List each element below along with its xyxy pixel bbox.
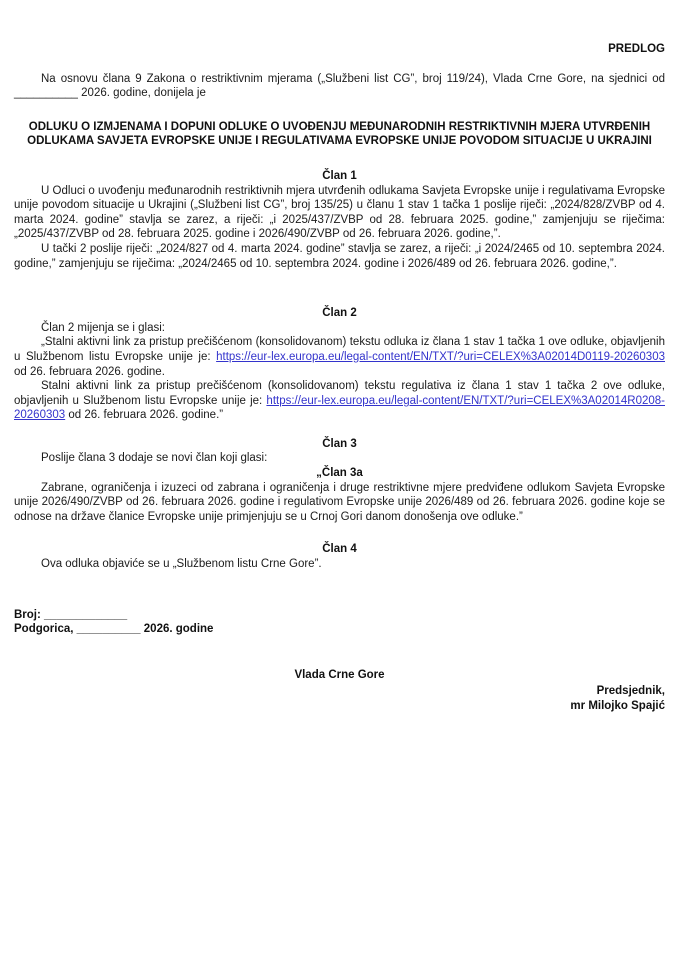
eur-lex-link-regulation[interactable]: https://eur-lex.europa.eu/legal-content/EN/TXT/?uri=CELEX%3A02014R0208-20260303 [14, 394, 665, 422]
signer-title: Predsjednik, [596, 685, 665, 698]
article-4-heading: Član 4 [322, 543, 357, 556]
article-2-p2-text-before: Stalni aktivni link za pristup prečišćenom (konsolidovanom) tekstu regulativa iz člana 1 stav 1 tačka 2 ove odluke, objavljenih u Službenom listu Evropske unije je: [14, 380, 665, 407]
signature-block [14, 684, 665, 713]
article-2-intro: Član 2 mijenja se i glasi: [41, 321, 166, 334]
article-2-heading: Član 2 [322, 307, 357, 320]
article-3a-paragraph: Zabrane, ograničenja i izuzeci od zabrana i ograničenja i druge restriktivne mjere predviđene odlukom Savjeta Evropske unije 2026/490/ZVBP od 26. februara 2026. godine i regulativom Evropske unije 2026/489 od 26. februara 2026. godine koje se odnose na države članice Evropske unije primjenjuju se u Crnoj Gori danom donošenja ove odluke.” [14, 481, 665, 523]
government-label: Vlada Crne Gore [294, 668, 385, 681]
signer-name: mr Milojko Spajić [570, 700, 665, 712]
preamble-paragraph: Na osnovu člana 9 Zakona o restriktivnim mjerama („Službeni list CG”, broj 119/24), Vlada Crne Gore, na sjednici od __________ 2026. godine, donijela je [14, 72, 665, 100]
eur-lex-link-decision[interactable]: https://eur-lex.europa.eu/legal-content/EN/TXT/?uri=CELEX%3A02014D0119-20260303 [216, 350, 665, 363]
article-1-heading: Član 1 [322, 169, 357, 182]
document-number-line: Broj: _____________ [14, 608, 128, 621]
document-title: ODLUKU O IZMJENAMA I DOPUNI ODLUKE O UVOĐENJU MEĐUNARODNIH RESTRIKTIVNIH MJERA UTVRĐENIH ODLUKAMA SAVJETA EVROPSKE UNIJE I REGULATIVAMA EVROPSKE UNIJE POVODOM SITUACIJE U UKRAJINI [27, 120, 652, 148]
article-2-p1-text-after: od 26. februara 2026. godine. [14, 365, 165, 378]
article-2-paragraph-2 [14, 379, 665, 423]
article-4-paragraph: Ova odluka objaviće se u „Službenom listu Crne Gore”. [41, 558, 322, 571]
number-and-date-block [14, 608, 665, 637]
article-1-paragraph-1: U Odluci o uvođenju međunarodnih restriktivnih mjera utvrđenih odlukama Savjeta Evropske unije i regulativama Evropske unije povodom situacije u Ukrajini („Službeni list CG”, broj 135/25) u članu 1 stav 1 tačka 1 poslije riječi: „2024/828/ZVBP od 4. marta 2024. godine” stavlja se zarez, a riječi: „i 2025/437/ZVBP od 28. februara 2025. godine,” zamjenjuju se riječima: „2025/437/ZVBP od 28. februara 2025. godine i 2026/490/ZVBP od 26. februara 2026. godine,”. [14, 184, 665, 241]
article-2-p2-text-after: od 26. februara 2026. godine.” [65, 409, 224, 422]
place-date-line: Podgorica, __________ 2026. godine [14, 623, 214, 636]
predlog-label: PREDLOG [608, 43, 665, 55]
article-2-paragraph-1 [14, 335, 665, 379]
article-1-paragraph-2: U tački 2 poslije riječi: „2024/827 od 4. marta 2024. godine” stavlja se zarez, a riječi: „i 2024/2465 od 10. septembra 2024. godine,” zamjenjuju se riječima: „2024/2465 od 10. septembra 2024. godine i 2026/489 od 26. februara 2026. godine,”. [14, 242, 665, 270]
article-3-intro: Poslije člana 3 dodaje se novi član koji glasi: [41, 452, 268, 465]
article-3a-heading: „Član 3a [316, 467, 363, 480]
article-3-heading: Član 3 [322, 437, 357, 450]
article-2-p1-text-before: „Stalni aktivni link za pristup prečišćenom (konsolidovanom) tekstu odluka iz člana 1 stav 1 tačka 1 ove odluke, objavljenih u Službenom listu Evropske unije je: [14, 336, 665, 363]
